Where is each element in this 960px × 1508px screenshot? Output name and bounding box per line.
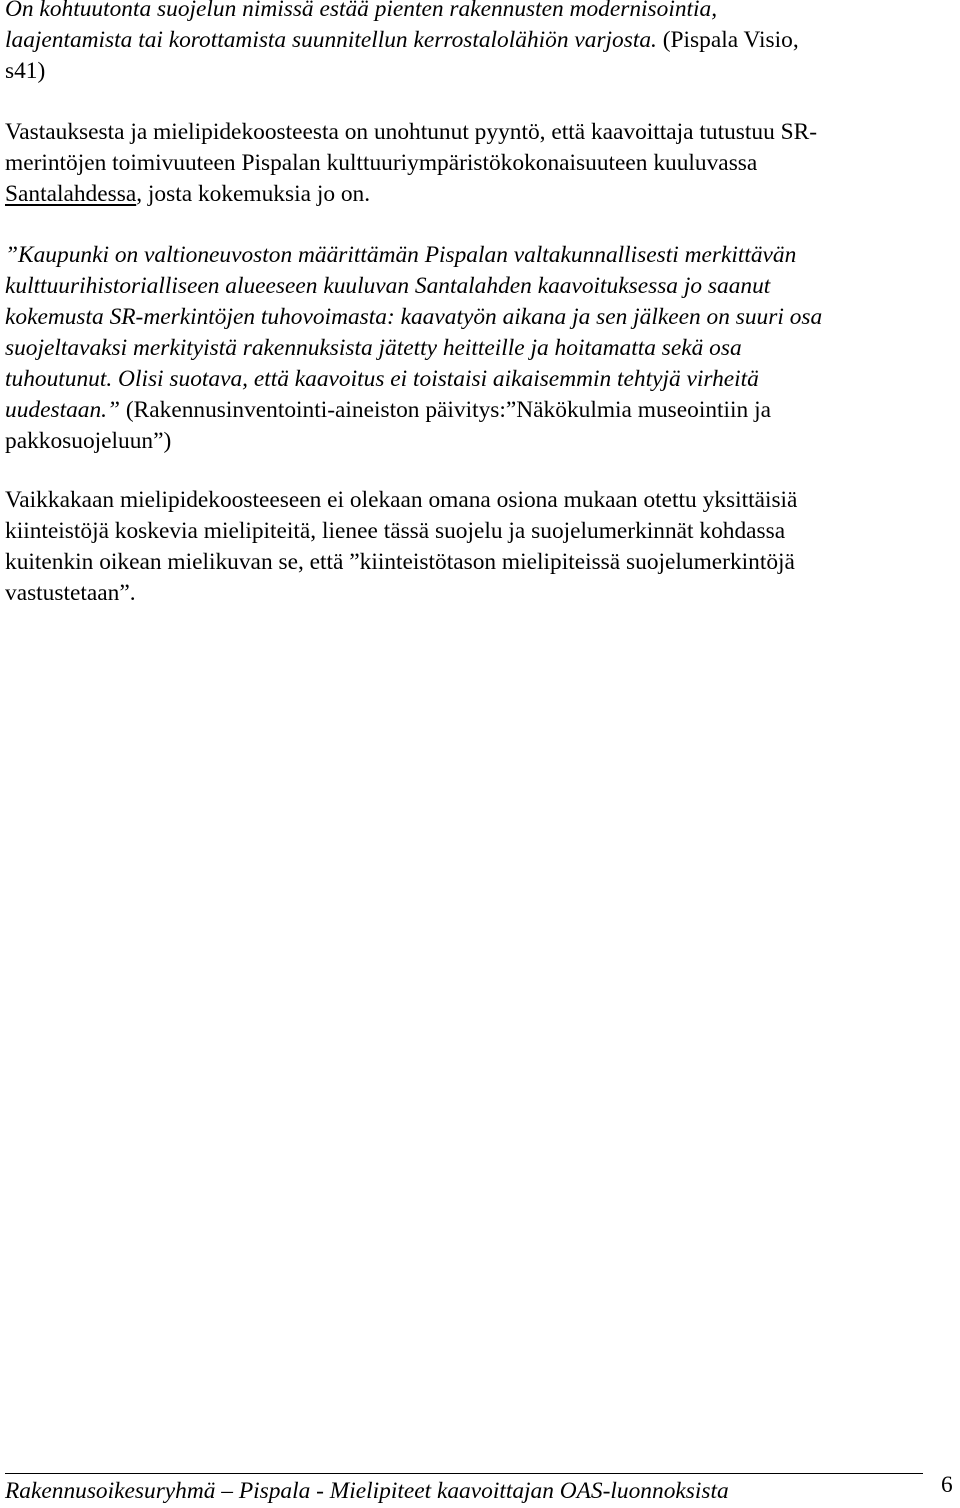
paragraph-line: ”Kaupunki on valtioneuvoston määrittämän Pispalan valtakunnallisesti merkittävän [5,242,797,268]
paragraph-line: On kohtuutonta suojelun nimissä estää pienten rakennusten modernisointia, [5,0,718,22]
paragraph-line: kiinteistöjä koskevia mielipiteitä, lienee tässä suojelu ja suojelumerkinnät kohdassa [5,518,786,544]
paragraph-line: vastustetaan”. [5,580,136,606]
paragraph-line [5,25,799,56]
paragraph-line: merintöjen toimivuuteen Pispalan kulttuuriympäristökokonaisuuteen kuuluvassa [5,150,758,176]
footer-title: Rakennusoikesuryhmä – Pispala - Mielipiteet kaavoittajan OAS-luonnoksista [5,1478,729,1504]
italic-text: laajentamista tai korottamista suunnitellun kerrostalolähiön varjosta. [5,27,657,53]
paragraph-sr-request [5,117,817,210]
paragraph-line: pakkosuojeluun”) [5,428,172,454]
paragraph-line [5,395,822,426]
underlined-place-name: Santalahdessa [5,181,137,207]
citation-text: (Rakennusinventointi-aineiston päivitys:”Näkökulmia museointiin ja [120,397,771,423]
paragraph-line: tuhoutunut. Olisi suotava, että kaavoitus ei toistaisi aikaisemmin tehtyjä virheitä [5,366,759,392]
line-text: , josta kokemuksia jo on. [136,181,371,207]
citation-text: (Pispala Visio, [656,27,799,53]
paragraph-line [5,179,817,210]
paragraph-line: Vaikkakaan mielipidekoosteeseen ei olekaan omana osiona mukaan otettu yksittäisiä [5,487,798,513]
footer-divider [5,1473,923,1474]
paragraph-line: Vastauksesta ja mielipidekoosteesta on unohtunut pyyntö, että kaavoittaja tutustuu SR- [5,119,818,145]
paragraph-line: kuitenkin oikean mielikuvan se, että ”kiinteistötason mielipiteissä suojelumerkintöjä [5,549,795,575]
paragraph-line: kulttuurihistorialliseen alueeseen kuuluvan Santalahden kaavoituksessa jo saanut [5,273,771,299]
paragraph-line: s41) [5,58,46,84]
paragraph-quote-inventory [5,240,822,457]
paragraph-line: suojeltavaksi merkityistä rakennuksista jätetty heitteille ja hoitamatta sekä osa [5,335,742,361]
italic-text: uudestaan.” [5,397,121,423]
paragraph-quote-visio [5,0,799,87]
paragraph-summary [5,485,797,609]
paragraph-line: kokemusta SR-merkintöjen tuhovoimasta: kaavatyön aikana ja sen jälkeen on suuri osa [5,304,823,330]
page-number: 6 [941,1472,953,1498]
